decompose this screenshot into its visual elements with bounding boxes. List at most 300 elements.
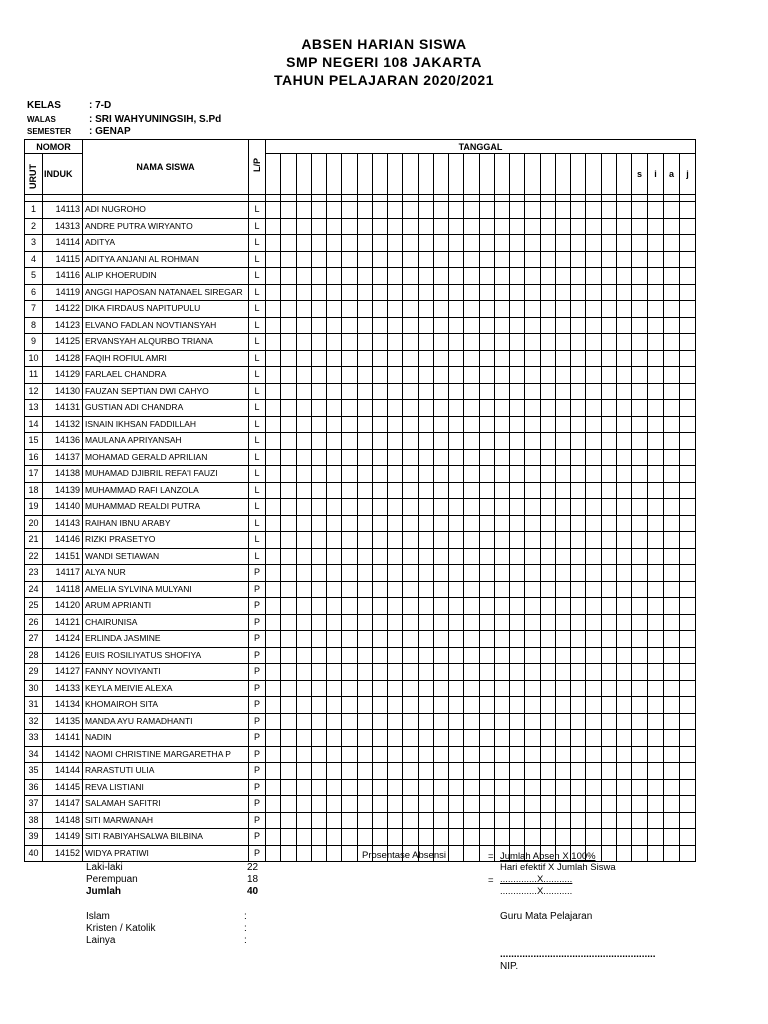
attendance-cell[interactable] xyxy=(342,202,357,219)
attendance-cell[interactable] xyxy=(433,581,448,598)
attendance-cell[interactable] xyxy=(616,829,631,846)
attendance-cell[interactable] xyxy=(616,845,631,862)
attendance-cell[interactable] xyxy=(327,251,342,268)
summary-cell[interactable] xyxy=(664,779,680,796)
attendance-cell[interactable] xyxy=(357,581,372,598)
attendance-cell[interactable] xyxy=(616,482,631,499)
summary-cell[interactable] xyxy=(632,367,648,384)
summary-cell[interactable] xyxy=(632,829,648,846)
attendance-cell[interactable] xyxy=(479,763,494,780)
attendance-cell[interactable] xyxy=(388,383,403,400)
attendance-cell[interactable] xyxy=(601,829,616,846)
attendance-cell[interactable] xyxy=(327,548,342,565)
attendance-cell[interactable] xyxy=(525,515,540,532)
summary-cell[interactable] xyxy=(648,466,664,483)
attendance-cell[interactable] xyxy=(586,482,601,499)
attendance-cell[interactable] xyxy=(510,565,525,582)
summary-cell[interactable] xyxy=(632,647,648,664)
attendance-cell[interactable] xyxy=(418,746,433,763)
attendance-cell[interactable] xyxy=(388,631,403,648)
summary-cell[interactable] xyxy=(632,202,648,219)
attendance-cell[interactable] xyxy=(388,598,403,615)
summary-cell[interactable] xyxy=(632,235,648,252)
attendance-cell[interactable] xyxy=(510,235,525,252)
attendance-cell[interactable] xyxy=(327,713,342,730)
attendance-cell[interactable] xyxy=(601,713,616,730)
attendance-cell[interactable] xyxy=(342,746,357,763)
attendance-cell[interactable] xyxy=(388,433,403,450)
attendance-cell[interactable] xyxy=(327,449,342,466)
attendance-cell[interactable] xyxy=(372,317,387,334)
attendance-cell[interactable] xyxy=(327,664,342,681)
summary-cell[interactable] xyxy=(632,383,648,400)
attendance-cell[interactable] xyxy=(510,268,525,285)
summary-cell[interactable] xyxy=(664,614,680,631)
summary-cell[interactable] xyxy=(632,845,648,862)
attendance-cell[interactable] xyxy=(616,532,631,549)
attendance-cell[interactable] xyxy=(586,416,601,433)
attendance-cell[interactable] xyxy=(311,796,326,813)
summary-cell[interactable] xyxy=(664,664,680,681)
attendance-cell[interactable] xyxy=(464,697,479,714)
attendance-cell[interactable] xyxy=(433,598,448,615)
attendance-cell[interactable] xyxy=(601,416,616,433)
attendance-cell[interactable] xyxy=(342,532,357,549)
summary-cell[interactable] xyxy=(648,697,664,714)
attendance-cell[interactable] xyxy=(540,482,555,499)
attendance-cell[interactable] xyxy=(510,251,525,268)
attendance-cell[interactable] xyxy=(327,400,342,417)
attendance-cell[interactable] xyxy=(479,812,494,829)
attendance-cell[interactable] xyxy=(449,466,464,483)
attendance-cell[interactable] xyxy=(357,466,372,483)
attendance-cell[interactable] xyxy=(479,614,494,631)
attendance-cell[interactable] xyxy=(266,598,281,615)
attendance-cell[interactable] xyxy=(296,664,311,681)
attendance-cell[interactable] xyxy=(433,812,448,829)
summary-cell[interactable] xyxy=(648,614,664,631)
summary-cell[interactable] xyxy=(648,400,664,417)
attendance-cell[interactable] xyxy=(525,251,540,268)
attendance-cell[interactable] xyxy=(571,598,586,615)
attendance-cell[interactable] xyxy=(616,565,631,582)
attendance-cell[interactable] xyxy=(342,730,357,747)
summary-cell[interactable] xyxy=(680,680,696,697)
attendance-cell[interactable] xyxy=(449,433,464,450)
attendance-cell[interactable] xyxy=(616,317,631,334)
summary-cell[interactable] xyxy=(632,713,648,730)
summary-cell[interactable] xyxy=(664,499,680,516)
attendance-cell[interactable] xyxy=(540,218,555,235)
attendance-cell[interactable] xyxy=(342,499,357,516)
attendance-cell[interactable] xyxy=(555,268,570,285)
summary-cell[interactable] xyxy=(648,845,664,862)
summary-cell[interactable] xyxy=(664,218,680,235)
attendance-cell[interactable] xyxy=(510,383,525,400)
attendance-cell[interactable] xyxy=(418,779,433,796)
attendance-cell[interactable] xyxy=(510,746,525,763)
attendance-cell[interactable] xyxy=(418,499,433,516)
attendance-cell[interactable] xyxy=(510,713,525,730)
attendance-cell[interactable] xyxy=(601,845,616,862)
attendance-cell[interactable] xyxy=(418,350,433,367)
attendance-cell[interactable] xyxy=(266,416,281,433)
attendance-cell[interactable] xyxy=(540,334,555,351)
attendance-cell[interactable] xyxy=(479,367,494,384)
attendance-cell[interactable] xyxy=(449,565,464,582)
attendance-cell[interactable] xyxy=(601,515,616,532)
attendance-cell[interactable] xyxy=(510,664,525,681)
attendance-cell[interactable] xyxy=(494,664,509,681)
attendance-cell[interactable] xyxy=(418,433,433,450)
summary-cell[interactable] xyxy=(648,664,664,681)
attendance-cell[interactable] xyxy=(388,664,403,681)
attendance-cell[interactable] xyxy=(494,301,509,318)
summary-cell[interactable] xyxy=(664,763,680,780)
attendance-cell[interactable] xyxy=(510,697,525,714)
attendance-cell[interactable] xyxy=(296,383,311,400)
attendance-cell[interactable] xyxy=(266,631,281,648)
attendance-cell[interactable] xyxy=(494,796,509,813)
attendance-cell[interactable] xyxy=(281,449,296,466)
attendance-cell[interactable] xyxy=(311,565,326,582)
attendance-cell[interactable] xyxy=(327,581,342,598)
attendance-cell[interactable] xyxy=(418,317,433,334)
attendance-cell[interactable] xyxy=(494,598,509,615)
attendance-cell[interactable] xyxy=(494,235,509,252)
attendance-cell[interactable] xyxy=(479,482,494,499)
attendance-cell[interactable] xyxy=(464,730,479,747)
attendance-cell[interactable] xyxy=(555,713,570,730)
attendance-cell[interactable] xyxy=(418,532,433,549)
attendance-cell[interactable] xyxy=(266,466,281,483)
attendance-cell[interactable] xyxy=(266,284,281,301)
attendance-cell[interactable] xyxy=(403,730,418,747)
attendance-cell[interactable] xyxy=(571,317,586,334)
attendance-cell[interactable] xyxy=(616,763,631,780)
attendance-cell[interactable] xyxy=(449,301,464,318)
attendance-cell[interactable] xyxy=(266,581,281,598)
summary-cell[interactable] xyxy=(648,218,664,235)
attendance-cell[interactable] xyxy=(510,301,525,318)
attendance-cell[interactable] xyxy=(586,713,601,730)
attendance-cell[interactable] xyxy=(266,268,281,285)
summary-cell[interactable] xyxy=(632,779,648,796)
attendance-cell[interactable] xyxy=(449,746,464,763)
attendance-cell[interactable] xyxy=(372,350,387,367)
attendance-cell[interactable] xyxy=(433,284,448,301)
attendance-cell[interactable] xyxy=(601,647,616,664)
attendance-cell[interactable] xyxy=(403,680,418,697)
attendance-cell[interactable] xyxy=(388,697,403,714)
attendance-cell[interactable] xyxy=(327,829,342,846)
attendance-cell[interactable] xyxy=(372,664,387,681)
attendance-cell[interactable] xyxy=(494,218,509,235)
attendance-cell[interactable] xyxy=(296,251,311,268)
attendance-cell[interactable] xyxy=(403,482,418,499)
attendance-cell[interactable] xyxy=(540,779,555,796)
attendance-cell[interactable] xyxy=(464,647,479,664)
attendance-cell[interactable] xyxy=(403,350,418,367)
attendance-cell[interactable] xyxy=(296,284,311,301)
attendance-cell[interactable] xyxy=(464,251,479,268)
attendance-cell[interactable] xyxy=(510,317,525,334)
attendance-cell[interactable] xyxy=(388,334,403,351)
attendance-cell[interactable] xyxy=(433,713,448,730)
attendance-cell[interactable] xyxy=(296,218,311,235)
summary-cell[interactable] xyxy=(632,532,648,549)
attendance-cell[interactable] xyxy=(281,598,296,615)
attendance-cell[interactable] xyxy=(418,647,433,664)
attendance-cell[interactable] xyxy=(510,680,525,697)
attendance-cell[interactable] xyxy=(494,548,509,565)
attendance-cell[interactable] xyxy=(525,218,540,235)
summary-cell[interactable] xyxy=(680,350,696,367)
attendance-cell[interactable] xyxy=(571,449,586,466)
attendance-cell[interactable] xyxy=(281,466,296,483)
attendance-cell[interactable] xyxy=(433,548,448,565)
attendance-cell[interactable] xyxy=(494,581,509,598)
attendance-cell[interactable] xyxy=(464,416,479,433)
attendance-cell[interactable] xyxy=(311,581,326,598)
attendance-cell[interactable] xyxy=(342,548,357,565)
attendance-cell[interactable] xyxy=(311,383,326,400)
attendance-cell[interactable] xyxy=(555,466,570,483)
attendance-cell[interactable] xyxy=(601,697,616,714)
attendance-cell[interactable] xyxy=(433,515,448,532)
attendance-cell[interactable] xyxy=(555,383,570,400)
attendance-cell[interactable] xyxy=(372,598,387,615)
attendance-cell[interactable] xyxy=(601,350,616,367)
summary-cell[interactable] xyxy=(664,565,680,582)
attendance-cell[interactable] xyxy=(433,235,448,252)
attendance-cell[interactable] xyxy=(464,482,479,499)
summary-cell[interactable] xyxy=(632,730,648,747)
attendance-cell[interactable] xyxy=(525,647,540,664)
attendance-cell[interactable] xyxy=(525,631,540,648)
summary-cell[interactable] xyxy=(664,515,680,532)
attendance-cell[interactable] xyxy=(357,746,372,763)
attendance-cell[interactable] xyxy=(464,845,479,862)
attendance-cell[interactable] xyxy=(266,565,281,582)
attendance-cell[interactable] xyxy=(372,235,387,252)
attendance-cell[interactable] xyxy=(266,235,281,252)
attendance-cell[interactable] xyxy=(479,383,494,400)
attendance-cell[interactable] xyxy=(357,202,372,219)
attendance-cell[interactable] xyxy=(357,367,372,384)
attendance-cell[interactable] xyxy=(296,796,311,813)
attendance-cell[interactable] xyxy=(372,812,387,829)
attendance-cell[interactable] xyxy=(616,301,631,318)
attendance-cell[interactable] xyxy=(555,449,570,466)
attendance-cell[interactable] xyxy=(525,317,540,334)
attendance-cell[interactable] xyxy=(540,647,555,664)
summary-cell[interactable] xyxy=(648,532,664,549)
attendance-cell[interactable] xyxy=(327,499,342,516)
attendance-cell[interactable] xyxy=(601,548,616,565)
summary-cell[interactable] xyxy=(632,433,648,450)
attendance-cell[interactable] xyxy=(510,202,525,219)
attendance-cell[interactable] xyxy=(616,664,631,681)
attendance-cell[interactable] xyxy=(616,746,631,763)
attendance-cell[interactable] xyxy=(571,334,586,351)
attendance-cell[interactable] xyxy=(571,532,586,549)
attendance-cell[interactable] xyxy=(433,433,448,450)
attendance-cell[interactable] xyxy=(357,680,372,697)
attendance-cell[interactable] xyxy=(311,515,326,532)
attendance-cell[interactable] xyxy=(327,796,342,813)
attendance-cell[interactable] xyxy=(372,763,387,780)
attendance-cell[interactable] xyxy=(311,713,326,730)
attendance-cell[interactable] xyxy=(555,631,570,648)
summary-cell[interactable] xyxy=(680,631,696,648)
attendance-cell[interactable] xyxy=(525,763,540,780)
attendance-cell[interactable] xyxy=(403,383,418,400)
attendance-cell[interactable] xyxy=(281,796,296,813)
attendance-cell[interactable] xyxy=(266,449,281,466)
attendance-cell[interactable] xyxy=(433,631,448,648)
attendance-cell[interactable] xyxy=(449,400,464,417)
attendance-cell[interactable] xyxy=(525,713,540,730)
attendance-cell[interactable] xyxy=(372,482,387,499)
attendance-cell[interactable] xyxy=(586,301,601,318)
attendance-cell[interactable] xyxy=(525,350,540,367)
attendance-cell[interactable] xyxy=(281,416,296,433)
attendance-cell[interactable] xyxy=(449,779,464,796)
attendance-cell[interactable] xyxy=(479,218,494,235)
attendance-cell[interactable] xyxy=(281,730,296,747)
attendance-cell[interactable] xyxy=(372,284,387,301)
attendance-cell[interactable] xyxy=(586,631,601,648)
attendance-cell[interactable] xyxy=(555,301,570,318)
attendance-cell[interactable] xyxy=(372,416,387,433)
attendance-cell[interactable] xyxy=(296,548,311,565)
summary-cell[interactable] xyxy=(632,416,648,433)
attendance-cell[interactable] xyxy=(342,218,357,235)
attendance-cell[interactable] xyxy=(555,664,570,681)
attendance-cell[interactable] xyxy=(586,449,601,466)
attendance-cell[interactable] xyxy=(586,730,601,747)
attendance-cell[interactable] xyxy=(555,202,570,219)
summary-cell[interactable] xyxy=(632,268,648,285)
attendance-cell[interactable] xyxy=(555,532,570,549)
attendance-cell[interactable] xyxy=(418,565,433,582)
attendance-cell[interactable] xyxy=(540,268,555,285)
attendance-cell[interactable] xyxy=(571,664,586,681)
attendance-cell[interactable] xyxy=(555,746,570,763)
attendance-cell[interactable] xyxy=(510,367,525,384)
attendance-cell[interactable] xyxy=(525,614,540,631)
attendance-cell[interactable] xyxy=(571,284,586,301)
attendance-cell[interactable] xyxy=(388,565,403,582)
attendance-cell[interactable] xyxy=(601,664,616,681)
attendance-cell[interactable] xyxy=(433,532,448,549)
attendance-cell[interactable] xyxy=(601,251,616,268)
attendance-cell[interactable] xyxy=(296,515,311,532)
attendance-cell[interactable] xyxy=(281,284,296,301)
attendance-cell[interactable] xyxy=(296,400,311,417)
attendance-cell[interactable] xyxy=(342,367,357,384)
attendance-cell[interactable] xyxy=(403,631,418,648)
attendance-cell[interactable] xyxy=(418,763,433,780)
attendance-cell[interactable] xyxy=(464,334,479,351)
summary-cell[interactable] xyxy=(680,301,696,318)
attendance-cell[interactable] xyxy=(388,713,403,730)
summary-cell[interactable] xyxy=(664,796,680,813)
attendance-cell[interactable] xyxy=(494,350,509,367)
attendance-cell[interactable] xyxy=(449,334,464,351)
attendance-cell[interactable] xyxy=(327,301,342,318)
attendance-cell[interactable] xyxy=(449,598,464,615)
attendance-cell[interactable] xyxy=(525,812,540,829)
summary-cell[interactable] xyxy=(664,416,680,433)
summary-cell[interactable] xyxy=(664,466,680,483)
attendance-cell[interactable] xyxy=(296,812,311,829)
summary-cell[interactable] xyxy=(680,251,696,268)
attendance-cell[interactable] xyxy=(327,631,342,648)
attendance-cell[interactable] xyxy=(327,779,342,796)
attendance-cell[interactable] xyxy=(342,416,357,433)
attendance-cell[interactable] xyxy=(296,499,311,516)
summary-cell[interactable] xyxy=(648,334,664,351)
summary-cell[interactable] xyxy=(664,598,680,615)
attendance-cell[interactable] xyxy=(571,218,586,235)
attendance-cell[interactable] xyxy=(494,647,509,664)
attendance-cell[interactable] xyxy=(357,350,372,367)
attendance-cell[interactable] xyxy=(601,482,616,499)
summary-cell[interactable] xyxy=(648,449,664,466)
attendance-cell[interactable] xyxy=(357,796,372,813)
attendance-cell[interactable] xyxy=(586,697,601,714)
attendance-cell[interactable] xyxy=(266,829,281,846)
attendance-cell[interactable] xyxy=(357,449,372,466)
attendance-cell[interactable] xyxy=(418,416,433,433)
attendance-cell[interactable] xyxy=(479,548,494,565)
attendance-cell[interactable] xyxy=(494,532,509,549)
attendance-cell[interactable] xyxy=(449,515,464,532)
attendance-cell[interactable] xyxy=(433,218,448,235)
attendance-cell[interactable] xyxy=(311,466,326,483)
attendance-cell[interactable] xyxy=(372,713,387,730)
attendance-cell[interactable] xyxy=(449,499,464,516)
summary-cell[interactable] xyxy=(632,499,648,516)
attendance-cell[interactable] xyxy=(571,202,586,219)
attendance-cell[interactable] xyxy=(494,763,509,780)
attendance-cell[interactable] xyxy=(266,697,281,714)
attendance-cell[interactable] xyxy=(403,416,418,433)
attendance-cell[interactable] xyxy=(311,449,326,466)
attendance-cell[interactable] xyxy=(601,268,616,285)
attendance-cell[interactable] xyxy=(571,746,586,763)
attendance-cell[interactable] xyxy=(388,202,403,219)
attendance-cell[interactable] xyxy=(311,433,326,450)
summary-cell[interactable] xyxy=(680,284,696,301)
attendance-cell[interactable] xyxy=(433,334,448,351)
attendance-cell[interactable] xyxy=(296,763,311,780)
attendance-cell[interactable] xyxy=(433,482,448,499)
summary-cell[interactable] xyxy=(680,812,696,829)
attendance-cell[interactable] xyxy=(616,449,631,466)
attendance-cell[interactable] xyxy=(449,532,464,549)
attendance-cell[interactable] xyxy=(494,631,509,648)
attendance-cell[interactable] xyxy=(555,680,570,697)
attendance-cell[interactable] xyxy=(266,334,281,351)
attendance-cell[interactable] xyxy=(296,433,311,450)
attendance-cell[interactable] xyxy=(555,251,570,268)
summary-cell[interactable] xyxy=(664,548,680,565)
attendance-cell[interactable] xyxy=(449,730,464,747)
attendance-cell[interactable] xyxy=(540,581,555,598)
